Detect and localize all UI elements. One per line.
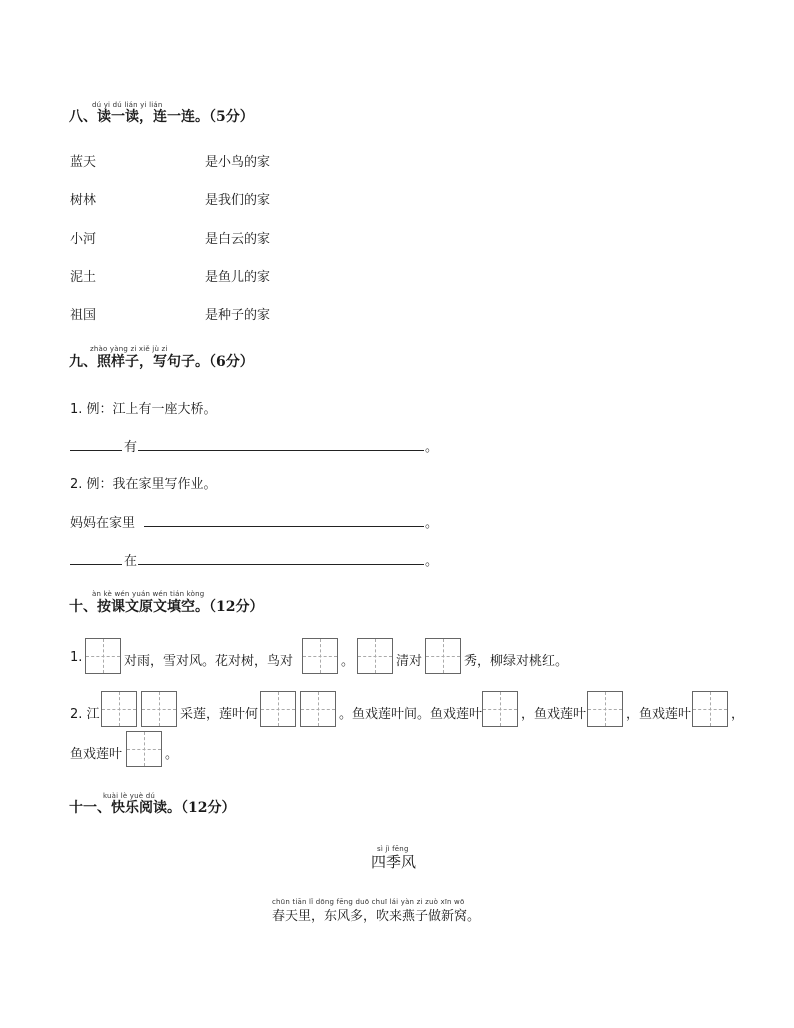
fill-text: 采莲，莲叶何 bbox=[180, 707, 259, 722]
sentence-end: 。 bbox=[425, 440, 439, 455]
sentence-end: 。 bbox=[425, 554, 439, 569]
writing-grid-box[interactable] bbox=[692, 691, 728, 727]
writing-grid-box[interactable] bbox=[587, 691, 623, 727]
match-left-2: 树林 bbox=[70, 193, 97, 208]
answer-blank[interactable] bbox=[70, 564, 122, 565]
fill-text: ，鱼戏莲叶 bbox=[521, 707, 587, 722]
poem-line: 春天里，东风多，吹来燕子做新窝。 bbox=[272, 909, 481, 924]
section9-pinyin: zhào yàng zi xiě jù zi bbox=[90, 345, 168, 353]
section8-pinyin: dú yi dú lián yi lián bbox=[92, 101, 163, 109]
poem-title-pinyin: sì jì fēng bbox=[377, 845, 409, 853]
fill-text: 。鱼戏莲叶间。鱼戏莲叶 bbox=[339, 707, 483, 722]
fill-text: ， bbox=[731, 707, 745, 722]
writing-grid-box[interactable] bbox=[357, 638, 393, 674]
match-left-1: 蓝天 bbox=[70, 155, 97, 170]
answer-line[interactable] bbox=[138, 564, 424, 565]
writing-grid-box[interactable] bbox=[85, 638, 121, 674]
section11-heading: 十一、快乐阅读。（12分） bbox=[69, 800, 236, 816]
fill-text: 清对 bbox=[396, 654, 423, 669]
example-1: 1. 例：江上有一座大桥。 bbox=[70, 402, 217, 417]
fill-text: ，鱼戏莲叶 bbox=[626, 707, 692, 722]
writing-grid-box[interactable] bbox=[300, 691, 336, 727]
writing-grid-box[interactable] bbox=[101, 691, 137, 727]
match-right-2: 是我们的家 bbox=[205, 193, 271, 208]
writing-grid-box[interactable] bbox=[260, 691, 296, 727]
fill-text: 2. 江 bbox=[70, 707, 100, 722]
match-right-5: 是种子的家 bbox=[205, 308, 271, 323]
fill-text: 。 bbox=[341, 654, 355, 669]
answer-line[interactable] bbox=[138, 450, 424, 451]
section10-pinyin: àn kè wén yuán wén tián kòng bbox=[92, 590, 205, 598]
writing-grid-box[interactable] bbox=[425, 638, 461, 674]
section8-heading: 八、读一读，连一连。（5分） bbox=[69, 109, 254, 125]
section10-heading: 十、按课文原文填空。（12分） bbox=[69, 599, 264, 615]
sentence-word: 有 bbox=[124, 440, 138, 455]
match-left-3: 小河 bbox=[70, 232, 97, 247]
sentence-end: 。 bbox=[425, 516, 439, 531]
sentence-word: 在 bbox=[124, 554, 138, 569]
poem-title: 四季风 bbox=[371, 853, 417, 871]
fill-text: 。 bbox=[165, 747, 179, 762]
sentence-start: 妈妈在家里 bbox=[70, 516, 136, 531]
poem-line-pinyin: chūn tiān lǐ dōng fēng duō chuī lái yàn zi zuò xīn wō bbox=[272, 898, 465, 906]
example-2: 2. 例：我在家里写作业。 bbox=[70, 477, 217, 492]
match-right-1: 是小鸟的家 bbox=[205, 155, 271, 170]
writing-grid-box[interactable] bbox=[302, 638, 338, 674]
section9-heading: 九、照样子，写句子。（6分） bbox=[69, 354, 254, 370]
match-left-4: 泥土 bbox=[70, 270, 97, 285]
writing-grid-box[interactable] bbox=[126, 731, 162, 767]
answer-line[interactable] bbox=[144, 526, 424, 527]
answer-blank[interactable] bbox=[70, 450, 122, 451]
writing-grid-box[interactable] bbox=[482, 691, 518, 727]
question-number: 1. bbox=[70, 650, 83, 665]
match-left-5: 祖国 bbox=[70, 308, 97, 323]
fill-text: 鱼戏莲叶 bbox=[70, 747, 123, 762]
section11-pinyin: kuài lè yuè dú bbox=[103, 792, 156, 800]
match-right-3: 是白云的家 bbox=[205, 232, 271, 247]
fill-text: 秀，柳绿对桃红。 bbox=[464, 654, 569, 669]
writing-grid-box[interactable] bbox=[141, 691, 177, 727]
match-right-4: 是鱼儿的家 bbox=[205, 270, 271, 285]
fill-text: 对雨，雪对风。花对树，鸟对 bbox=[124, 654, 294, 669]
